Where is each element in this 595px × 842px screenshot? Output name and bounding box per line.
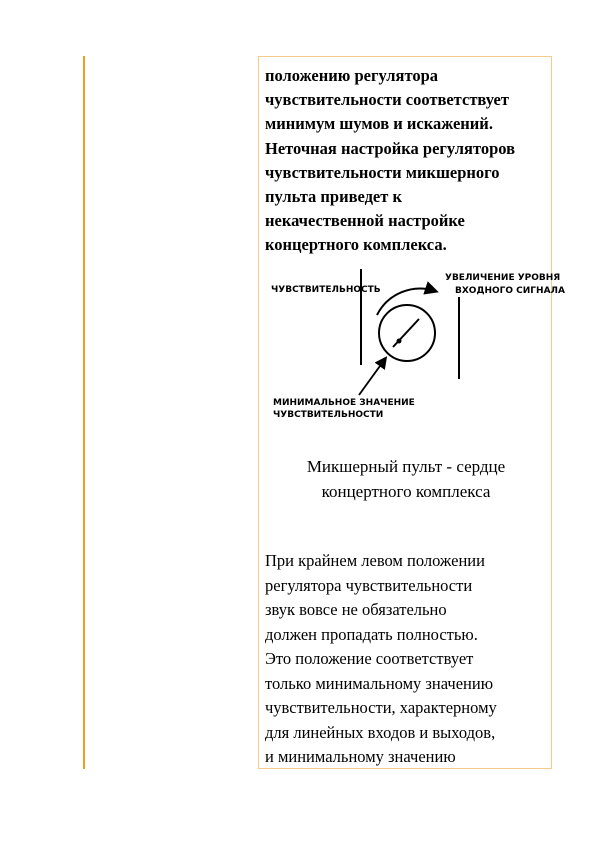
knob-pointer-dot: [397, 339, 402, 344]
label-min-line1: МИНИМАЛЬНОЕ ЗНАЧЕНИЕ: [273, 398, 415, 408]
knob-pointer: [393, 319, 419, 347]
min-indicator-arrow: [359, 359, 385, 395]
text-column: [258, 56, 565, 769]
sensitivity-knob-diagram: [267, 267, 565, 425]
label-sensitivity: ЧУВСТВИТЕЛЬНОСТЬ: [271, 285, 381, 295]
left-margin-rule: [83, 56, 85, 769]
rotation-arrow-arc: [377, 289, 435, 315]
label-increase-line1: УВЕЛИЧЕНИЕ УРОВНЯ: [445, 273, 561, 283]
label-increase-line2: ВХОДНОГО СИГНАЛА: [455, 286, 565, 296]
paragraph-bottom: При крайнем левом положении регулятора чувствительности звук вовсе не обязательно должен пропадать полностью. Это положение соответствует только минимальному значению чувствительности, характерному для линейных входов и выходов, и минимальному значению: [265, 551, 497, 766]
label-min-line2: ЧУВСТВИТЕЛЬНОСТИ: [273, 410, 384, 420]
figure-caption: Микшерный пульт - сердце концертного комплекса: [306, 457, 506, 501]
paragraph-top: положению регулятора чувствительности соответствует минимум шумов и искажений. Неточная настройка регуляторов чувствительности микшерного пульта приведет к некачественной настройке концертного комплекса.: [265, 66, 516, 255]
